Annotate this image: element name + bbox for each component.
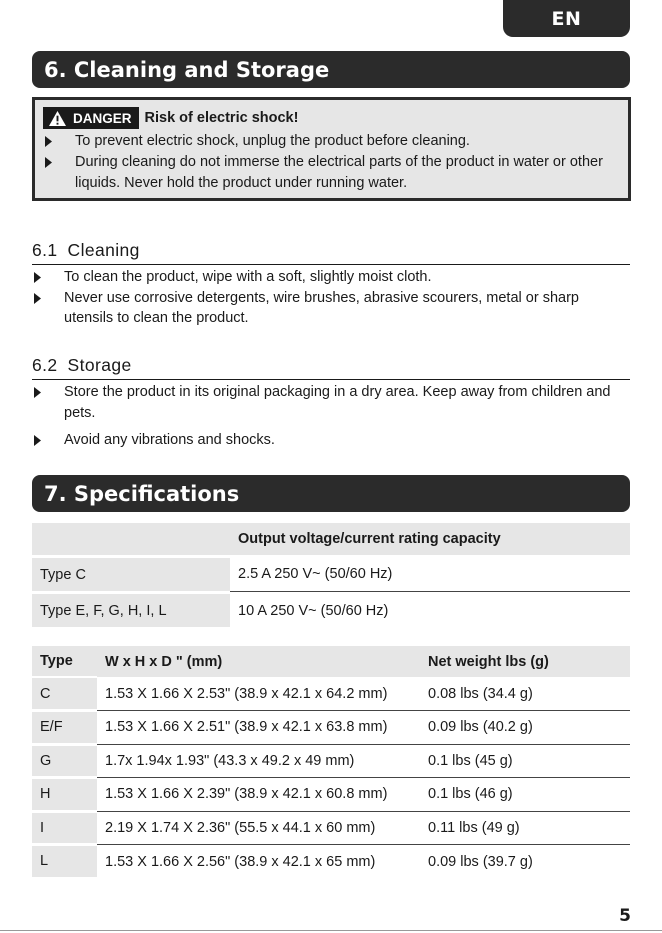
rating-table: [32, 523, 630, 627]
bullet-arrow-icon: [45, 157, 52, 168]
table-cell: L: [32, 845, 97, 879]
table-cell: 0.09 lbs (39.7 g): [428, 853, 533, 870]
table-header-row: [32, 523, 630, 555]
table-header-cell: [32, 523, 230, 555]
list-item: [32, 267, 632, 288]
table-cell: 1.53 X 1.66 X 2.56" (38.9 x 42.1 x 65 mm): [105, 853, 376, 870]
danger-label: DANGER: [73, 110, 132, 126]
storage-list: [32, 382, 632, 451]
storage-number: 6.2: [32, 355, 58, 375]
table-row: [32, 845, 630, 879]
storage-heading: [32, 352, 630, 380]
table-cell: Type E, F, G, H, I, L: [32, 594, 230, 627]
danger-warning-box: [32, 97, 631, 201]
cleaning-list: [32, 267, 632, 329]
danger-list: [43, 131, 618, 194]
table-cell: 0.09 lbs (40.2 g): [420, 711, 630, 745]
bullet-arrow-icon: [34, 272, 41, 283]
cleaning-number: 6.1: [32, 240, 58, 260]
danger-header: [43, 107, 618, 129]
danger-badge: [43, 107, 139, 129]
table-cell: I: [32, 811, 97, 845]
section-7-title: 7. Specifications: [32, 475, 630, 512]
table-header-cell: Type: [32, 646, 97, 677]
table-cell: G: [32, 744, 97, 778]
bullet-arrow-icon: [34, 387, 41, 398]
storage-item-text: Store the product in its original packaging in a dry area. Keep away from children and pets.: [64, 384, 611, 421]
table-header-cell: W x H x D " (mm): [97, 646, 420, 677]
table-row: [32, 811, 630, 845]
table-header-row: [32, 646, 630, 677]
cleaning-title: Cleaning: [67, 240, 140, 260]
table-row: [32, 558, 630, 591]
warning-triangle-icon: [48, 110, 67, 127]
bullet-arrow-icon: [45, 136, 52, 147]
table-row: [32, 677, 630, 711]
table-cell: H: [32, 778, 97, 812]
table-cell: 1.53 X 1.66 X 2.53" (38.9 x 42.1 x 64.2 mm): [97, 677, 420, 711]
table-header-cell: Net weight lbs (g): [420, 646, 630, 677]
table-cell: 1.53 X 1.66 X 2.51" (38.9 x 42.1 x 63.8 mm): [97, 711, 420, 745]
table-cell: E/F: [32, 711, 97, 745]
table-row: [32, 744, 630, 778]
table-cell: 10 A 250 V~ (50/60 Hz): [238, 602, 389, 619]
page-number: 5: [619, 906, 631, 926]
cleaning-heading: [32, 237, 630, 265]
table-cell: 2.5 A 250 V~ (50/60 Hz): [230, 558, 630, 591]
list-item: [32, 288, 632, 329]
list-item: [43, 131, 618, 152]
table-cell: 1.53 X 1.66 X 2.39" (38.9 x 42.1 x 60.8 mm): [97, 778, 420, 812]
table-row: [32, 778, 630, 812]
table-cell: Type C: [32, 558, 230, 591]
storage-title: Storage: [67, 355, 132, 375]
table-cell: 0.08 lbs (34.4 g): [420, 677, 630, 711]
table-cell: 2.19 X 1.74 X 2.36" (55.5 x 44.1 x 60 mm): [97, 811, 420, 845]
table-cell: 0.1 lbs (46 g): [420, 778, 630, 812]
danger-item-text: During cleaning do not immerse the electrical parts of the product in water or other liquids. Never hold the product under running water.: [75, 154, 603, 191]
list-item: [32, 430, 632, 451]
cleaning-item-text: To clean the product, wipe with a soft, slightly moist cloth.: [64, 269, 432, 285]
dimension-table: [32, 646, 630, 880]
cleaning-item-text: Never use corrosive detergents, wire brushes, abrasive scourers, metal or sharp utensils to clean the product.: [64, 289, 579, 326]
language-tab: EN: [503, 0, 630, 37]
table-cell: C: [32, 677, 97, 711]
table-row: [32, 594, 630, 627]
list-item: [43, 152, 618, 194]
page-bottom-divider: [0, 930, 662, 931]
danger-title: Risk of electric shock!: [144, 109, 299, 126]
section-6-title: 6. Cleaning and Storage: [32, 51, 630, 88]
bullet-arrow-icon: [34, 293, 41, 304]
table-cell: 1.7x 1.94x 1.93" (43.3 x 49.2 x 49 mm): [97, 744, 420, 778]
table-header-cell: Output voltage/current rating capacity: [230, 523, 630, 555]
bullet-arrow-icon: [34, 435, 41, 446]
table-row: [32, 711, 630, 745]
table-cell: 0.11 lbs (49 g): [420, 811, 630, 845]
table-cell: 0.1 lbs (45 g): [420, 744, 630, 778]
list-item: [32, 382, 632, 423]
storage-item-text: Avoid any vibrations and shocks.: [64, 432, 275, 448]
danger-item-text: To prevent electric shock, unplug the product before cleaning.: [75, 133, 470, 149]
